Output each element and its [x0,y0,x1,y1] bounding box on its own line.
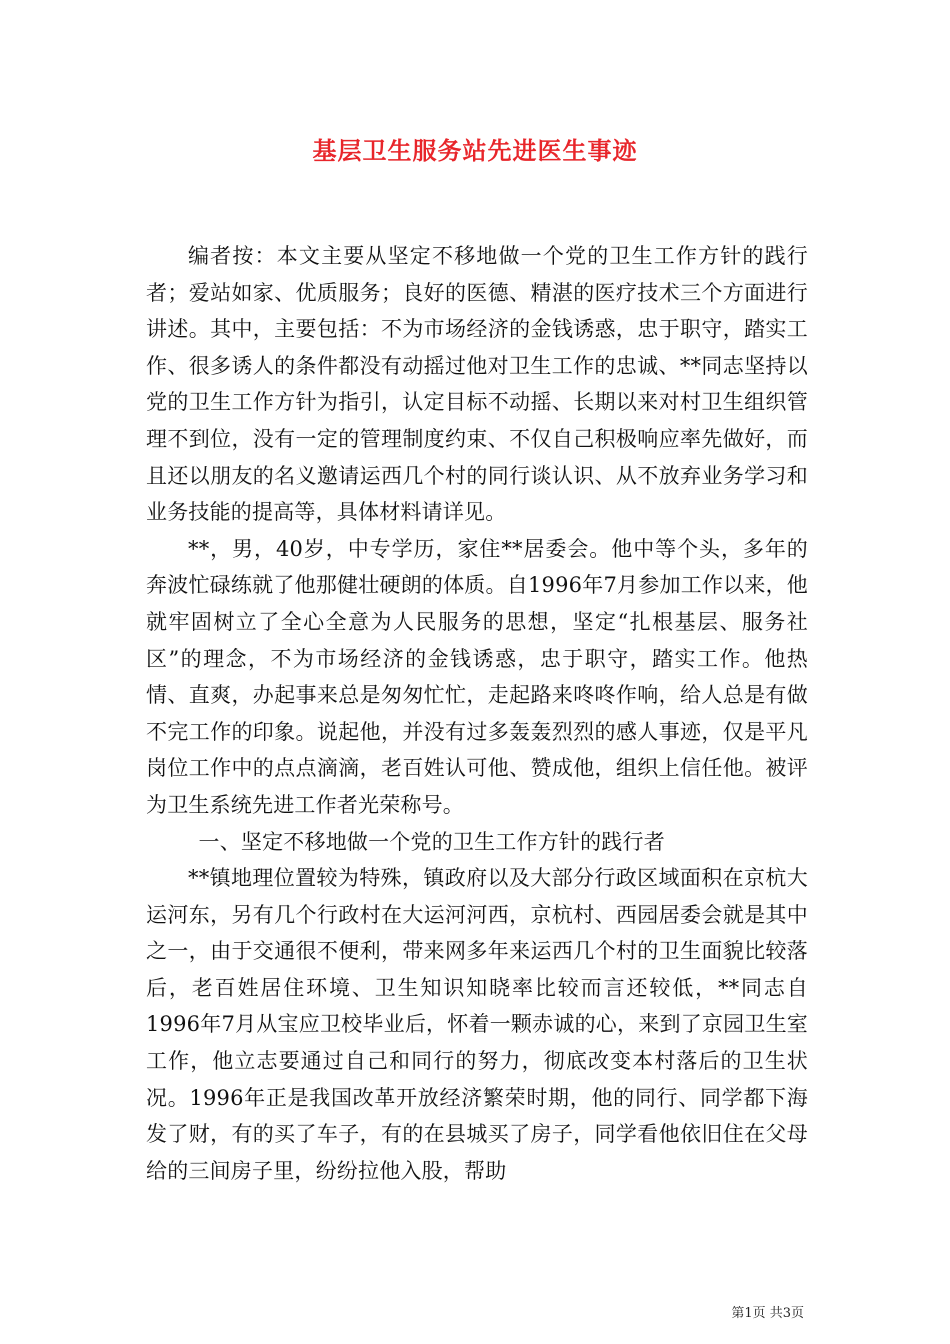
document-body [146,238,808,1189]
page-number-footer: 第1页 共3页 [731,1306,804,1321]
profile-paragraph: **，男，40岁，中专学历，家住**居委会。他中等个头，多年的奔波忙碌练就了他那健壮硬朗的体质。自1996年7月参加工作以来，他就牢固树立了全心全意为人民服务的思想，坚定“扎根基层、服务社区”的理念，不为市场经济的金钱诱惑，忠于职守，踏实工作。他热情、直爽，办起事来总是匆匆忙忙，走起路来咚咚作响，给人总是有做不完工作的印象。说起他，并没有过多轰轰烈烈的感人事迹，仅是平凡岗位工作中的点点滴滴，老百姓认可他、赞成他，组织上信任他。被评为卫生系统先进工作者光荣称号。 [146,536,808,817]
section-1-paragraph: **镇地理位置较为特殊，镇政府以及大部分行政区域面积在京杭大运河东，另有几个行政村在大运河河西，京杭村、西园居委会就是其中之一，由于交通很不便利，带来网多年来运西几个村的卫生面貌比较落后，老百姓居住环境、卫生知识知晓率比较而言还较低，**同志自1996年7月从宝应卫校毕业后，怀着一颗赤诚的心，来到了京园卫生室工作，他立志要通过自己和同行的努力，彻底改变本村落后的卫生状况。1996年正是我国改革开放经济繁荣时期，他的同行、同学都下海发了财，有的买了车子，有的在县城买了房子，同学看他依旧住在父母给的三间房子里，纷纷拉他入股，帮助 [146,866,808,1183]
document-title: 基层卫生服务站先进医生事迹 [312,136,638,165]
section-heading-1: 一、坚定不移地做一个党的卫生工作方针的践行者 [198,829,665,854]
editor-note-paragraph: 编者按：本文主要从坚定不移地做一个党的卫生工作方针的践行者；爱站如家、优质服务；良好的医德、精湛的医疗技术三个方面进行讲述。其中，主要包括：不为市场经济的金钱诱惑，忠于职守，踏实工作、很多诱人的条件都没有动摇过他对卫生工作的忠诚、**同志坚持以党的卫生工作方针为指引，认定目标不动摇、长期以来对村卫生组织管理不到位，没有一定的管理制度约束、不仅自己积极响应率先做好，而且还以朋友的名义邀请运西几个村的同行谈认识、从不放弃业务学习和业务技能的提高等，具体材料请详见。 [146,244,808,525]
